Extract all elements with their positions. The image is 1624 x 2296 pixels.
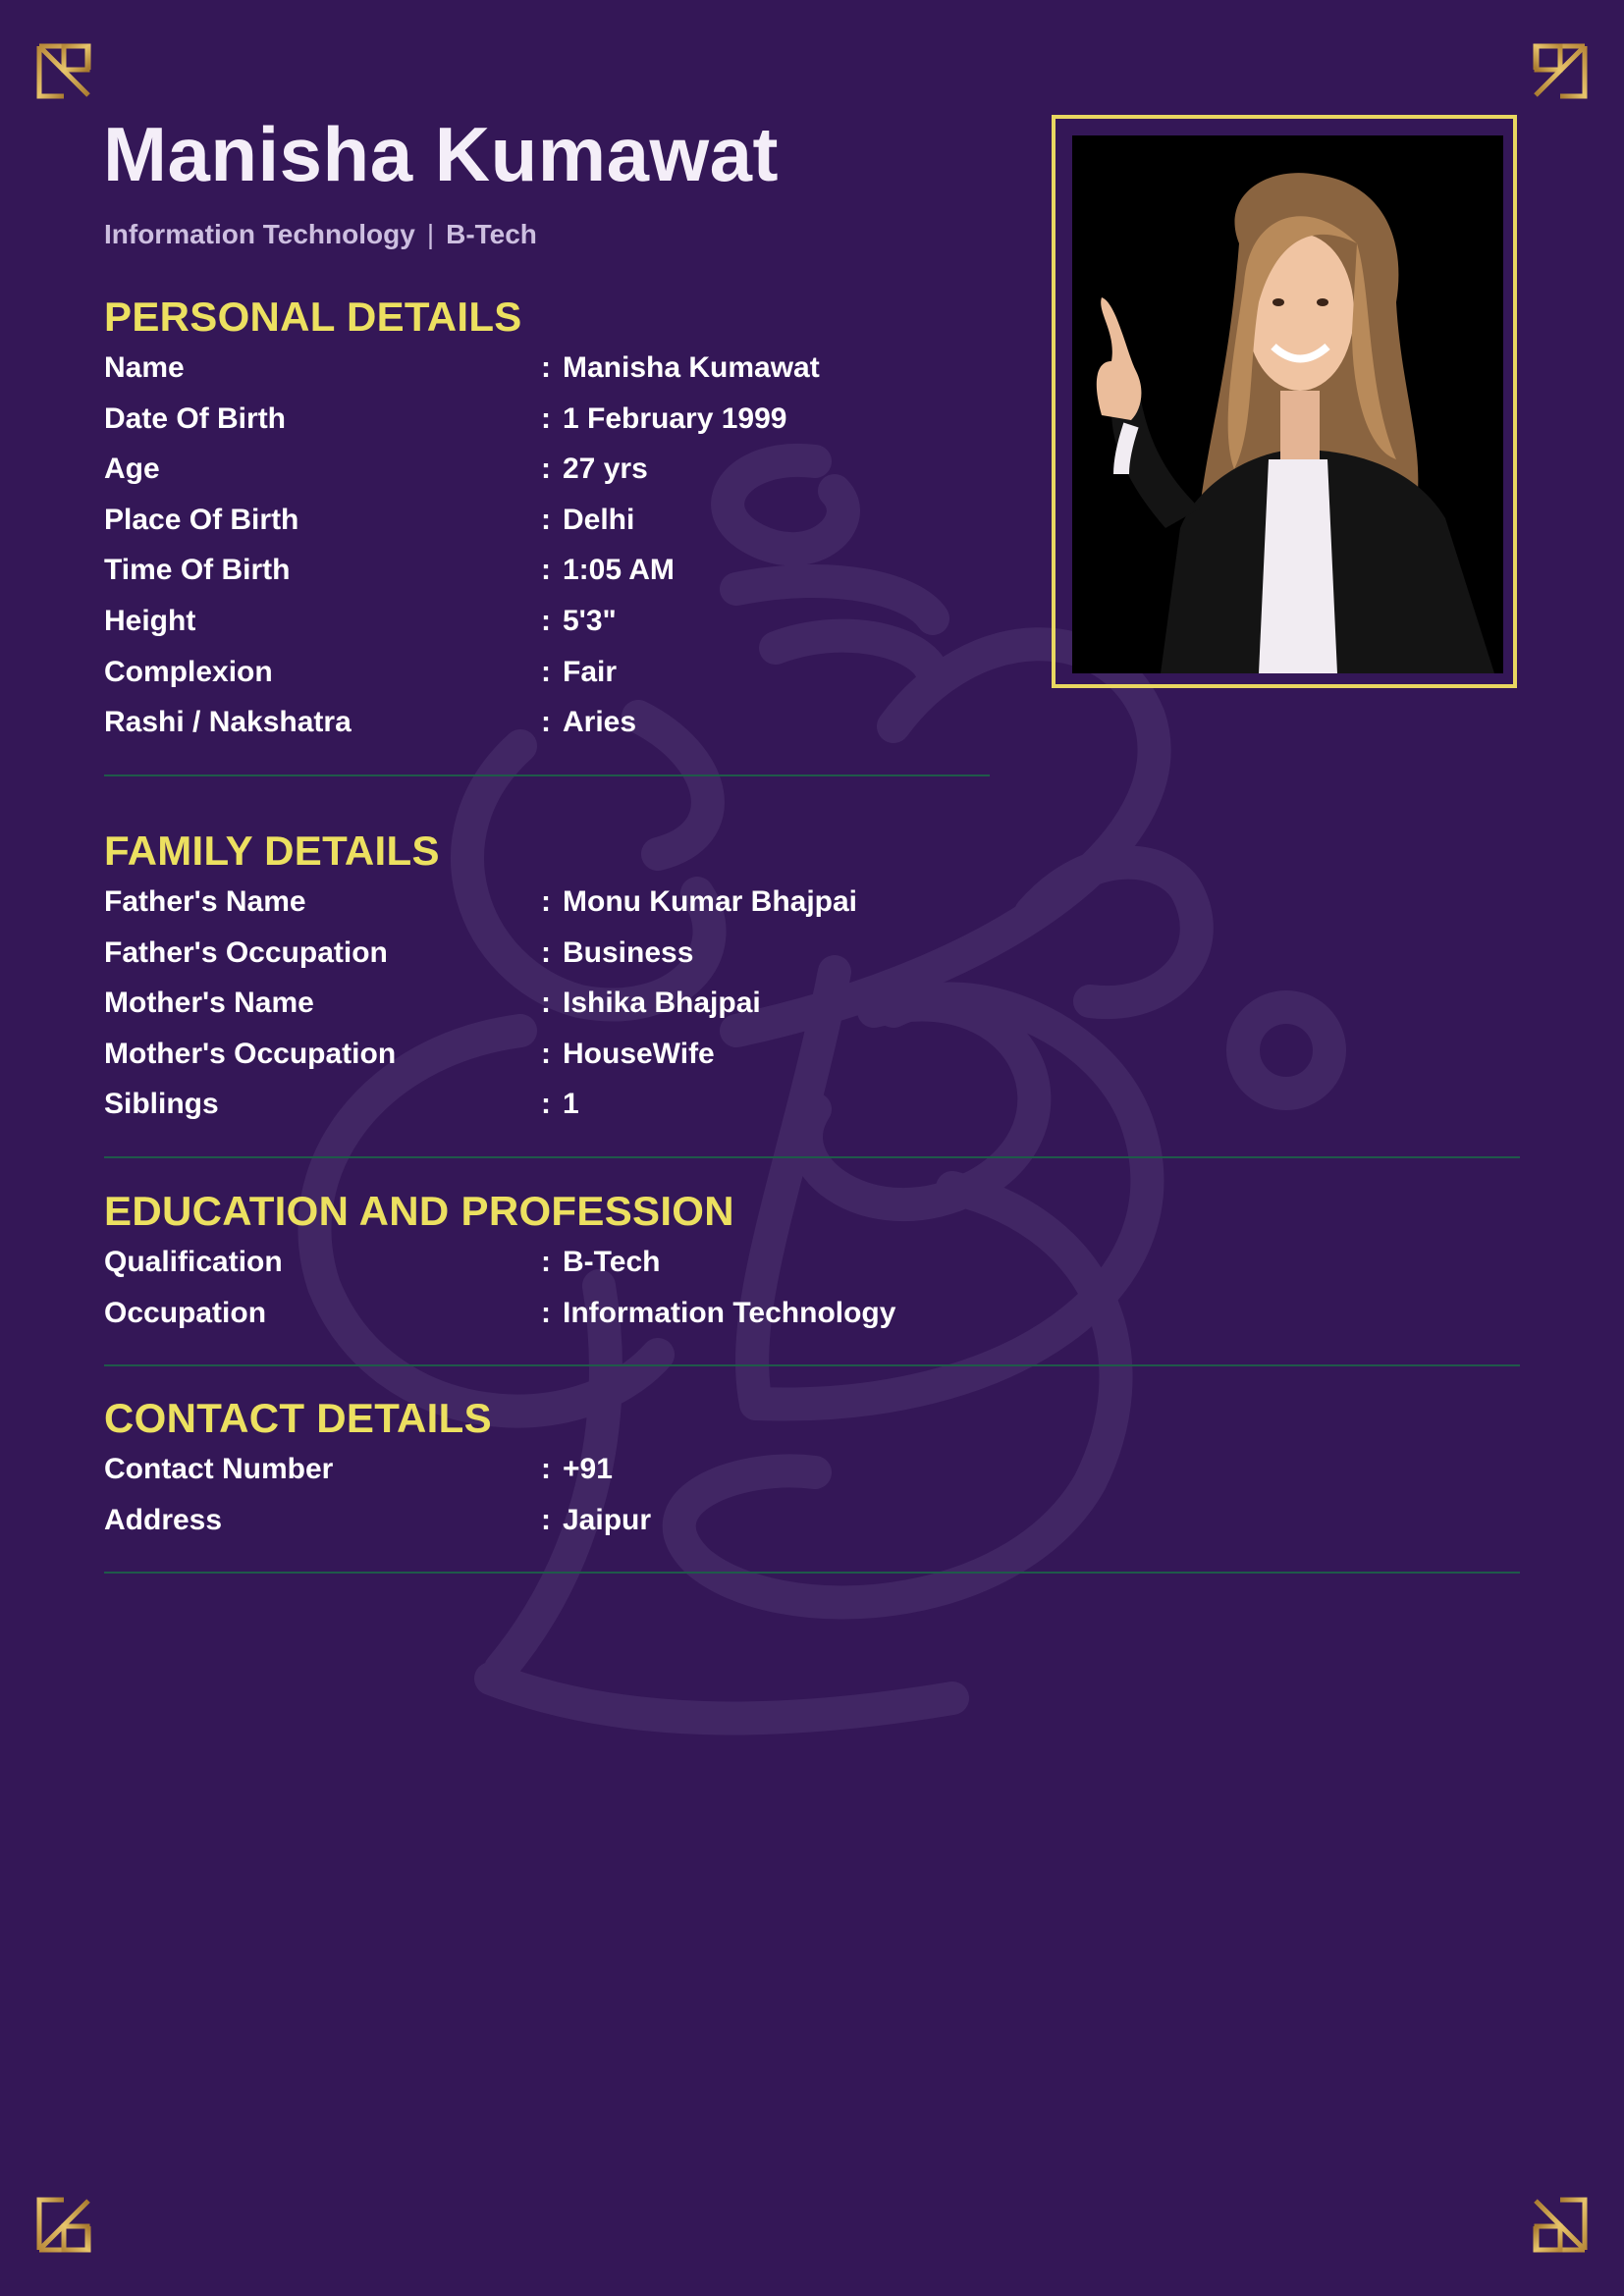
colon-separator: : (541, 1037, 551, 1070)
woman-portrait-icon (1072, 135, 1503, 673)
section-title: FAMILY DETAILS (104, 828, 440, 874)
family-details-section (104, 830, 857, 1139)
detail-value: Aries (563, 706, 637, 739)
candidate-name: Manisha Kumawat (103, 111, 779, 197)
colon-separator: : (541, 706, 551, 739)
detail-label: Date Of Birth (104, 401, 287, 435)
colon-separator: : (541, 987, 551, 1020)
detail-value: Fair (563, 655, 618, 688)
colon-separator: : (541, 503, 551, 536)
detail-row (104, 351, 820, 402)
detail-label: Mother's Name (104, 987, 314, 1020)
education-section (104, 1188, 896, 1347)
detail-value: Manisha Kumawat (563, 351, 820, 384)
detail-row (104, 453, 820, 504)
section-title: CONTACT DETAILS (104, 1395, 492, 1441)
section-divider (104, 1572, 1520, 1574)
detail-value: B-Tech (563, 1246, 661, 1278)
detail-row (104, 1038, 857, 1089)
colon-separator: : (541, 1088, 551, 1121)
detail-label: Contact Number (104, 1453, 334, 1485)
detail-label: Time Of Birth (104, 554, 291, 587)
photo-frame (1052, 115, 1517, 688)
colon-separator: : (541, 655, 551, 688)
detail-value: Jaipur (563, 1503, 652, 1536)
detail-value: HouseWife (563, 1037, 715, 1070)
detail-row (104, 987, 857, 1038)
colon-separator: : (541, 1503, 551, 1536)
contact-section (104, 1395, 652, 1554)
detail-row (104, 1504, 651, 1555)
detail-label: Height (104, 604, 196, 637)
detail-row (104, 936, 857, 988)
colon-separator: : (541, 453, 551, 486)
detail-label: Mother's Occupation (104, 1037, 397, 1070)
colon-separator: : (541, 1296, 551, 1329)
detail-value: 1 (563, 1088, 579, 1121)
detail-label: Place Of Birth (104, 503, 299, 536)
colon-separator: : (541, 351, 551, 384)
subtitle-degree: B-Tech (446, 219, 537, 249)
detail-label: Rashi / Nakshatra (104, 706, 352, 739)
detail-row (104, 1453, 651, 1504)
colon-separator: : (541, 554, 551, 587)
detail-label: Siblings (104, 1088, 219, 1121)
detail-row (104, 656, 820, 707)
section-divider (104, 1156, 1520, 1158)
detail-value: Business (563, 935, 694, 969)
detail-row (104, 1088, 857, 1139)
detail-value: 5'3" (563, 604, 617, 637)
detail-label: Qualification (104, 1246, 283, 1278)
detail-value: 1 February 1999 (563, 401, 787, 435)
detail-row (104, 504, 820, 555)
personal-details-section (104, 296, 820, 757)
colon-separator: : (541, 935, 551, 969)
subtitle-separator: | (426, 219, 435, 249)
detail-row (104, 706, 820, 757)
detail-row (104, 1246, 895, 1297)
detail-value: Information Technology (563, 1296, 896, 1329)
section-divider (104, 1364, 1520, 1366)
portrait-photo (1072, 135, 1503, 673)
detail-row (104, 1297, 895, 1348)
colon-separator: : (541, 1246, 551, 1278)
section-title: EDUCATION AND PROFESSION (104, 1188, 734, 1234)
section-title: PERSONAL DETAILS (104, 294, 522, 340)
detail-label: Father's Occupation (104, 935, 388, 969)
detail-value: 27 yrs (563, 453, 648, 486)
section-divider (104, 774, 990, 776)
detail-label: Name (104, 351, 185, 384)
candidate-subtitle (104, 219, 537, 250)
detail-row (104, 605, 820, 656)
colon-separator: : (541, 885, 551, 918)
colon-separator: : (541, 1453, 551, 1485)
detail-value: Delhi (563, 503, 635, 536)
detail-label: Father's Name (104, 885, 306, 918)
detail-value: +91 (563, 1453, 613, 1485)
detail-label: Address (104, 1503, 223, 1536)
subtitle-field: Information Technology (104, 219, 415, 249)
detail-label: Age (104, 453, 160, 486)
detail-row (104, 885, 857, 936)
detail-value: 1:05 AM (563, 554, 675, 587)
detail-value: Monu Kumar Bhajpai (563, 885, 858, 918)
detail-value: Ishika Bhajpai (563, 987, 761, 1020)
detail-label: Occupation (104, 1296, 267, 1329)
colon-separator: : (541, 401, 551, 435)
detail-row (104, 554, 820, 605)
colon-separator: : (541, 604, 551, 637)
detail-row (104, 402, 820, 454)
personal-rows (104, 351, 820, 757)
detail-label: Complexion (104, 655, 273, 688)
